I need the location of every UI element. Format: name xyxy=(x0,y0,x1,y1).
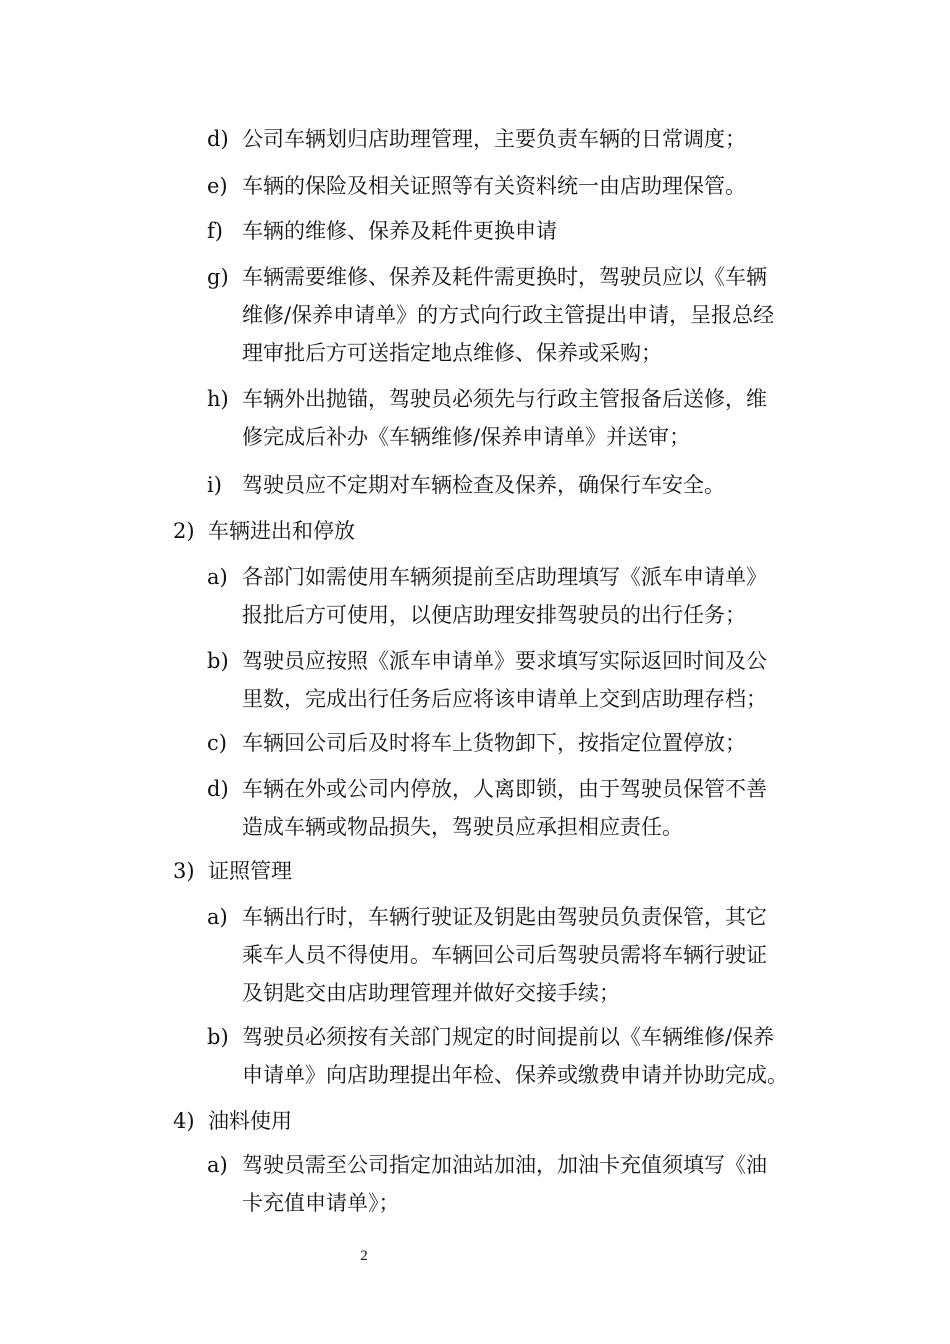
list-item-text xyxy=(242,466,725,504)
text-line: 驾驶员应按照《派车申请单》要求填写实际返回时间及公 xyxy=(242,649,767,673)
text-line: 车辆进出和停放 xyxy=(208,519,355,543)
list-marker: a) xyxy=(207,905,228,929)
text-line: 公司车辆划归店助理管理，主要负责车辆的日常调度； xyxy=(242,127,746,151)
text-line: 车辆的保险及相关证照等有关资料统一由店助理保管。 xyxy=(242,174,746,198)
list-marker: c) xyxy=(207,731,227,755)
list-marker: e) xyxy=(207,174,228,198)
list-marker: i) xyxy=(207,473,222,497)
list-item-text xyxy=(242,258,774,372)
list-marker: g) xyxy=(207,265,229,289)
text-line: 造成车辆或物品损失，驾驶员应承担相应责任。 xyxy=(242,815,683,839)
section-title xyxy=(208,1102,292,1140)
text-line: 卡充值申请单》； xyxy=(242,1191,400,1215)
list-marker: a) xyxy=(207,565,228,589)
text-line: 各部门如需使用车辆须提前至店助理填写《派车申请单》 xyxy=(242,565,767,589)
text-line: 修完成后补办《车辆维修/保养申请单》并送审； xyxy=(242,425,691,449)
text-line: 车辆外出抛锚，驾驶员必须先与行政主管报备后送修，维 xyxy=(242,387,767,411)
list-marker: b) xyxy=(207,1025,229,1049)
list-marker: d) xyxy=(207,777,229,801)
text-line: 申请单》向店助理提出年检、保养或缴费申请并协助完成。 xyxy=(242,1063,788,1087)
list-item-text xyxy=(242,1018,788,1094)
text-line: 车辆在外或公司内停放，人离即锁，由于驾驶员保管不善 xyxy=(242,777,767,801)
section-title xyxy=(208,512,355,550)
list-marker: a) xyxy=(207,1153,228,1177)
list-item-text xyxy=(242,212,557,250)
list-item-text xyxy=(242,898,767,1012)
text-line: 车辆需要维修、保养及耗件需更换时，驾驶员应以《车辆 xyxy=(242,265,767,289)
list-item-text xyxy=(242,770,767,846)
text-line: 驾驶员应不定期对车辆检查及保养，确保行车安全。 xyxy=(242,473,725,497)
list-marker: b) xyxy=(207,649,229,673)
list-marker: f) xyxy=(207,219,223,243)
list-item-text xyxy=(242,724,746,762)
text-line: 驾驶员必须按有关部门规定的时间提前以《车辆维修/保养 xyxy=(242,1025,775,1049)
list-item-text xyxy=(242,558,767,634)
text-line: 车辆的维修、保养及耗件更换申请 xyxy=(242,219,557,243)
text-line: 维修/保养申请单》的方式向行政主管提出申请，呈报总经 xyxy=(242,303,775,327)
section-number: 3) xyxy=(173,859,195,883)
list-item-text xyxy=(242,167,746,205)
text-line: 驾驶员需至公司指定加油站加油，加油卡充值须填写《油 xyxy=(242,1153,767,1177)
list-marker: h) xyxy=(207,387,229,411)
text-line: 车辆回公司后及时将车上货物卸下，按指定位置停放； xyxy=(242,731,746,755)
text-line: 乘车人员不得使用。车辆回公司后驾驶员需将车辆行驶证 xyxy=(242,943,767,967)
page-number: 2 xyxy=(360,1248,368,1264)
list-item-text xyxy=(242,120,746,158)
section-number: 4) xyxy=(173,1109,195,1133)
section-number: 2) xyxy=(173,519,195,543)
text-line: 里数，完成出行任务后应将该申请单上交到店助理存档； xyxy=(242,687,767,711)
list-item-text xyxy=(242,1146,767,1222)
list-item-text xyxy=(242,642,767,718)
text-line: 报批后方可使用，以便店助理安排驾驶员的出行任务； xyxy=(242,603,746,627)
text-line: 车辆出行时，车辆行驶证及钥匙由驾驶员负责保管，其它 xyxy=(242,905,767,929)
list-item-text xyxy=(242,380,767,456)
text-line: 证照管理 xyxy=(208,859,292,883)
list-marker: d) xyxy=(207,127,229,151)
text-line: 理审批后方可送指定地点维修、保养或采购； xyxy=(242,341,662,365)
text-line: 及钥匙交由店助理管理并做好交接手续； xyxy=(242,981,620,1005)
text-line: 油料使用 xyxy=(208,1109,292,1133)
section-title xyxy=(208,852,292,890)
